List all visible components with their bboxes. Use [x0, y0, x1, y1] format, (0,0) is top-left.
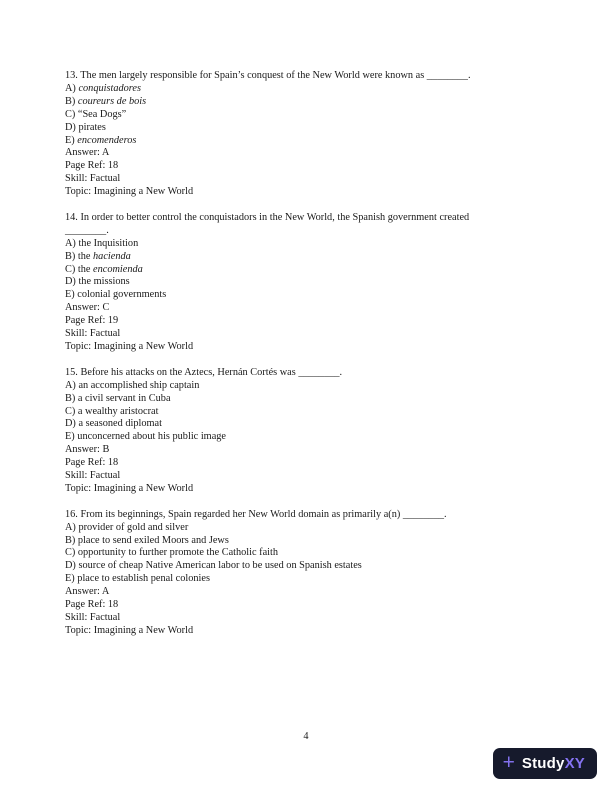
choice-text-italic: hacienda	[93, 250, 131, 262]
meta-line: Page Ref: 18	[65, 457, 119, 469]
questions-area	[65, 70, 552, 651]
question-stem	[65, 367, 552, 380]
stem-line: 13. The men largely responsible for Spain’s conquest of the New World were known as ________.	[65, 70, 471, 81]
choice-line	[65, 431, 552, 444]
choice-list	[65, 83, 552, 148]
meta-line: Page Ref: 18	[65, 599, 119, 611]
choice-line	[65, 276, 552, 289]
choice-text: D) pirates	[65, 121, 106, 133]
choice-text-italic: conquistadores	[78, 82, 141, 94]
choice-line	[65, 264, 552, 277]
choice-list	[65, 522, 552, 587]
stem-line: 14. In order to better control the conquistadors in the New World, the Spanish government created	[65, 211, 470, 223]
choice-text: D) the missions	[65, 276, 130, 288]
choice-text: E) unconcerned about his public image	[65, 431, 226, 443]
choice-text: A) the Inquisition	[65, 237, 139, 249]
plus-icon: +	[502, 751, 515, 774]
studyxy-logo	[493, 748, 597, 779]
choice-text: E) colonial governments	[65, 289, 167, 301]
choice-text: A)	[65, 82, 79, 94]
choice-text: D) source of cheap Native American labor to be used on Spanish estates	[65, 560, 362, 572]
question-meta	[65, 586, 552, 638]
question-meta	[65, 302, 552, 354]
choice-line	[65, 522, 552, 535]
choice-text: C) opportunity to further promote the Catholic faith	[65, 547, 279, 559]
brand-name-secondary: XY	[564, 755, 585, 772]
choice-text-italic: encomenderos	[77, 134, 137, 146]
question-block	[65, 70, 552, 199]
choice-line	[65, 560, 552, 573]
meta-line: Skill: Factual	[65, 470, 121, 482]
meta-line: Skill: Factual	[65, 612, 121, 624]
question-meta	[65, 147, 552, 199]
brand-wordmark	[522, 756, 585, 771]
meta-line: Page Ref: 18	[65, 160, 119, 172]
choice-line	[65, 289, 552, 302]
stem-line: 15. Before his attacks on the Aztecs, Hernán Cortés was ________.	[65, 366, 343, 378]
choice-text-italic: encomienda	[93, 263, 143, 275]
meta-line: Skill: Factual	[65, 328, 121, 340]
brand-name-primary: Study	[521, 755, 565, 772]
choice-text: C) the	[65, 263, 94, 275]
meta-line: Answer: C	[65, 302, 110, 314]
choice-line	[65, 251, 552, 264]
choice-text: B) the	[65, 250, 94, 262]
meta-line: Topic: Imagining a New World	[65, 341, 194, 353]
question-block	[65, 212, 552, 354]
page-number: 4	[303, 731, 309, 742]
choice-text: B) a civil servant in Cuba	[65, 392, 171, 404]
choice-line	[65, 109, 552, 122]
stem-line: 16. From its beginnings, Spain regarded her New World domain as primarily a(n) ________.	[65, 508, 447, 520]
choice-list	[65, 238, 552, 303]
choice-line	[65, 380, 552, 393]
choice-text: B) place to send exiled Moors and Jews	[65, 534, 229, 546]
choice-line	[65, 83, 552, 96]
choice-line	[65, 573, 552, 586]
meta-line: Answer: A	[65, 586, 110, 598]
choice-line	[65, 238, 552, 251]
question-meta	[65, 444, 552, 496]
choice-line	[65, 418, 552, 431]
meta-line: Topic: Imagining a New World	[65, 482, 194, 494]
choice-line	[65, 535, 552, 548]
choice-text: C) a wealthy aristocrat	[65, 405, 159, 417]
choice-line	[65, 122, 552, 135]
meta-line: Skill: Factual	[65, 173, 121, 185]
choice-text: A) provider of gold and silver	[65, 521, 189, 533]
question-stem	[65, 212, 552, 238]
meta-line: Topic: Imagining a New World	[65, 186, 194, 198]
choice-line	[65, 547, 552, 560]
choice-text: D) a seasoned diplomat	[65, 418, 162, 430]
choice-line	[65, 135, 552, 148]
choice-text-italic: coureurs de bois	[77, 95, 147, 107]
meta-line: Answer: A	[65, 147, 110, 159]
stem-line: ________.	[65, 224, 109, 236]
meta-line: Topic: Imagining a New World	[65, 624, 194, 636]
question-stem	[65, 509, 552, 522]
choice-line	[65, 393, 552, 406]
choice-text: E)	[65, 134, 78, 146]
meta-line: Page Ref: 19	[65, 315, 119, 327]
question-block	[65, 367, 552, 496]
meta-line: Answer: B	[65, 444, 110, 456]
choice-line	[65, 406, 552, 419]
question-block	[65, 509, 552, 638]
choice-line	[65, 96, 552, 109]
choice-text: B)	[65, 95, 78, 107]
choice-text: C) “Sea Dogs”	[65, 108, 127, 120]
choice-list	[65, 380, 552, 445]
choice-text: E) place to establish penal colonies	[65, 573, 210, 585]
choice-text: A) an accomplished ship captain	[65, 379, 200, 391]
question-stem	[65, 70, 552, 83]
